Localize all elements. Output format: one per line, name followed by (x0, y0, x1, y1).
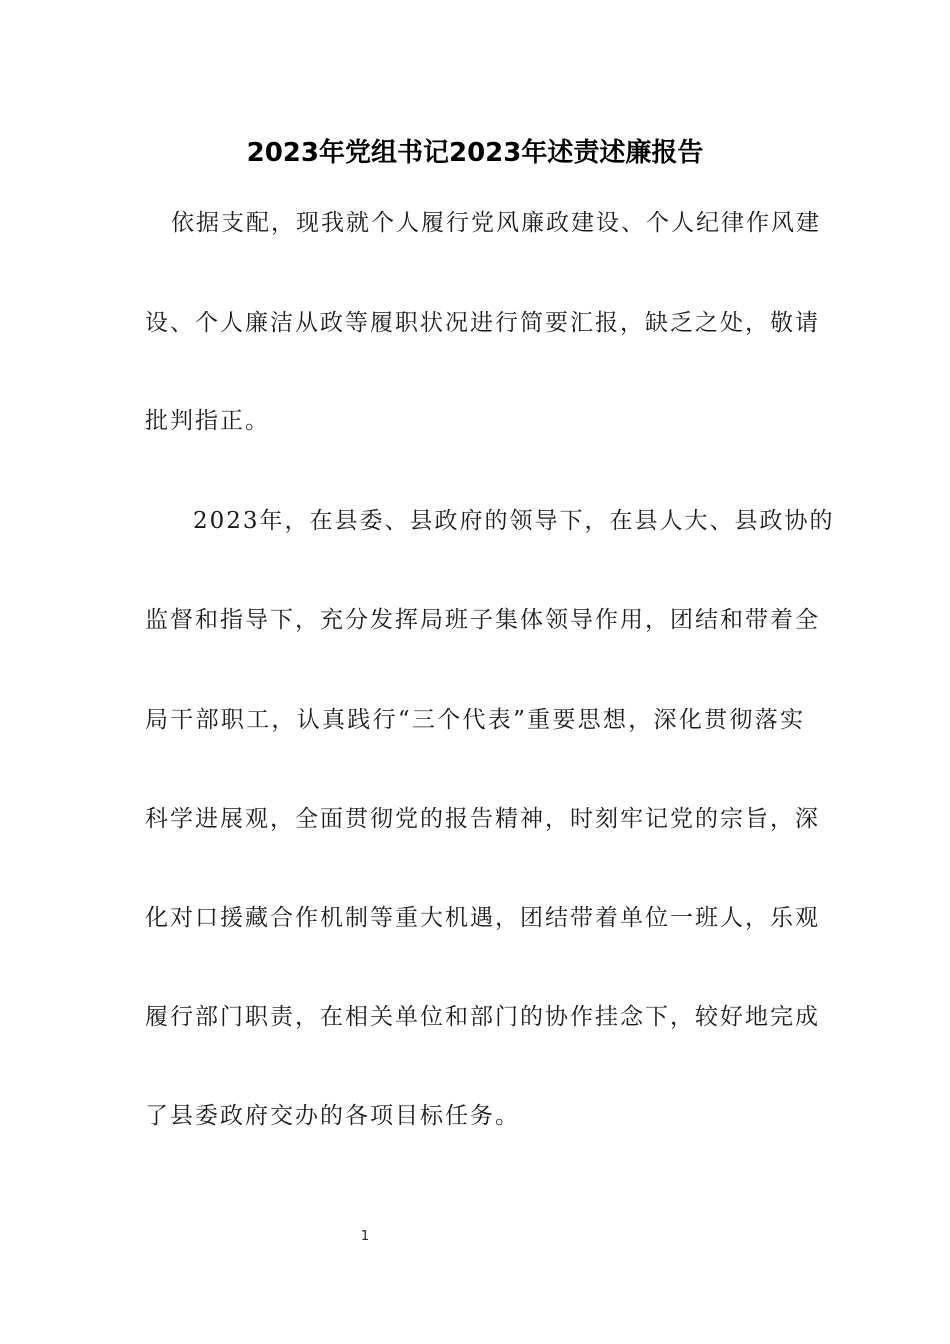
paragraph-line: 局干部职工，认真践行“三个代表”重要思想，深化贯彻落实 (145, 707, 805, 733)
paragraph-line: 批判指正。 (145, 408, 270, 434)
paragraph-line: 设、个人廉洁从政等履职状况进行简要汇报，缺乏之处，敬请 (145, 310, 820, 336)
paragraph-line: 了县委政府交办的各项目标任务。 (145, 1103, 520, 1129)
paragraph-line: 化对口援藏合作机制等重大机遇，团结带着单位一班人，乐观 (145, 905, 820, 931)
paragraph-line: 依据支配，现我就个人履行党风廉政建设、个人纪律作风建 (171, 210, 821, 236)
paragraph-line: 科学进展观，全面贯彻党的报告精神，时刻牢记党的宗旨，深 (145, 806, 820, 832)
page-number: 1 (360, 1229, 370, 1244)
paragraph-line: 监督和指导下，充分发挥局班子集体领导作用，团结和带着全 (145, 607, 820, 633)
paragraph-line: 履行部门职责，在相关单位和部门的协作挂念下，较好地完成 (145, 1004, 820, 1030)
paragraph-line: 2023年，在县委、县政府的领导下，在县人大、县政协的 (193, 508, 835, 534)
document-title: 2023年党组书记2023年述责述廉报告 (246, 138, 704, 168)
